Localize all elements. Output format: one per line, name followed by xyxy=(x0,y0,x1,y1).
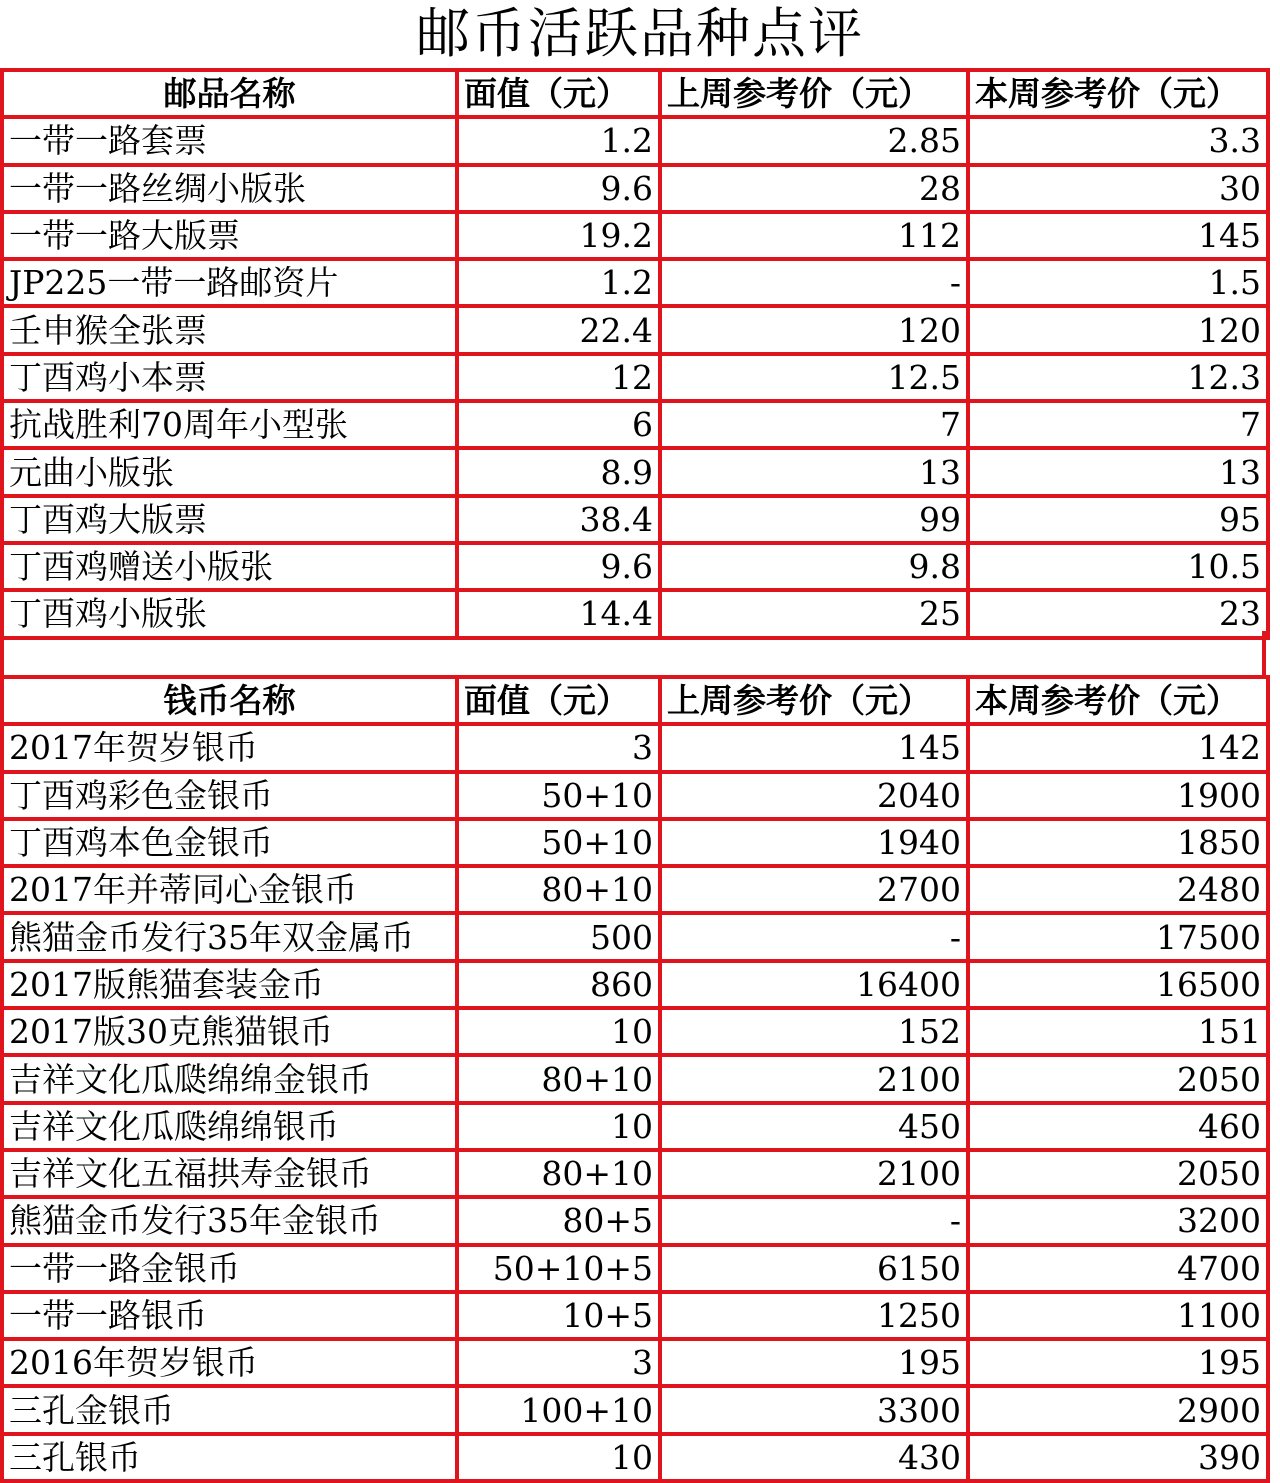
item-name-cell: 元曲小版张 xyxy=(2,448,457,495)
face-value-cell: 500 xyxy=(457,913,660,960)
last-week-price-cell: 25 xyxy=(660,590,968,637)
face-value-cell: 38.4 xyxy=(457,496,660,543)
this-week-price-cell: 7 xyxy=(968,401,1268,448)
this-week-price-cell: 2050 xyxy=(968,1055,1268,1102)
item-name-cell: 一带一路丝绸小版张 xyxy=(2,165,457,212)
this-week-price-cell: 142 xyxy=(968,724,1268,771)
coin-table-row xyxy=(2,961,1268,1008)
last-week-price-cell: 3300 xyxy=(660,1386,968,1433)
stamp-table-row xyxy=(2,259,1268,306)
coin-table-row xyxy=(2,724,1268,771)
coin-table-row xyxy=(2,913,1268,960)
item-name-cell: 吉祥文化瓜瓞绵绵银币 xyxy=(2,1103,457,1150)
item-name-cell: 丁酉鸡本色金银币 xyxy=(2,819,457,866)
coin-table-row xyxy=(2,1055,1268,1102)
coin-table-row xyxy=(2,819,1268,866)
this-week-price-cell: 1900 xyxy=(968,772,1268,819)
item-name-cell: 丁酉鸡大版票 xyxy=(2,496,457,543)
face-value-cell: 80+5 xyxy=(457,1197,660,1244)
last-week-price-cell: 195 xyxy=(660,1339,968,1386)
coin-table-row xyxy=(2,1008,1268,1055)
coin-table-row xyxy=(2,1339,1268,1386)
face-value-cell: 14.4 xyxy=(457,590,660,637)
coin-table-row xyxy=(2,1103,1268,1150)
stamp-table-row xyxy=(2,354,1268,401)
last-week-price-cell: 9.8 xyxy=(660,543,968,590)
stamp-header-cell: 上周参考价（元） xyxy=(660,70,968,117)
face-value-cell: 19.2 xyxy=(457,212,660,259)
face-value-cell: 12 xyxy=(457,354,660,401)
face-value-cell: 80+10 xyxy=(457,1055,660,1102)
face-value-cell: 6 xyxy=(457,401,660,448)
last-week-price-cell: 120 xyxy=(660,306,968,353)
item-name-cell: 熊猫金币发行35年双金属币 xyxy=(2,913,457,960)
this-week-price-cell: 30 xyxy=(968,165,1268,212)
coin-table-row xyxy=(2,1245,1268,1292)
face-value-cell: 3 xyxy=(457,724,660,771)
item-name-cell: 丁酉鸡赠送小版张 xyxy=(2,543,457,590)
coin-table-row xyxy=(2,1292,1268,1339)
last-week-price-cell: 7 xyxy=(660,401,968,448)
this-week-price-cell: 4700 xyxy=(968,1245,1268,1292)
coin-header-cell: 本周参考价（元） xyxy=(968,677,1268,724)
item-name-cell: 丁酉鸡小本票 xyxy=(2,354,457,401)
this-week-price-cell: 16500 xyxy=(968,961,1268,1008)
coin-header-cell: 钱币名称 xyxy=(2,677,457,724)
item-name-cell: 丁酉鸡彩色金银币 xyxy=(2,772,457,819)
item-name-cell: 一带一路金银币 xyxy=(2,1245,457,1292)
last-week-price-cell: 152 xyxy=(660,1008,968,1055)
last-week-price-cell: - xyxy=(660,259,968,306)
last-week-price-cell: 450 xyxy=(660,1103,968,1150)
coin-header-row xyxy=(2,677,1268,724)
last-week-price-cell: 13 xyxy=(660,448,968,495)
this-week-price-cell: 12.3 xyxy=(968,354,1268,401)
stamp-header-cell: 面值（元） xyxy=(457,70,660,117)
face-value-cell: 10 xyxy=(457,1008,660,1055)
this-week-price-cell: 10.5 xyxy=(968,543,1268,590)
item-name-cell: 丁酉鸡小版张 xyxy=(2,590,457,637)
item-name-cell: 吉祥文化五福拱寿金银币 xyxy=(2,1150,457,1197)
this-week-price-cell: 2050 xyxy=(968,1150,1268,1197)
item-name-cell: 熊猫金币发行35年金银币 xyxy=(2,1197,457,1244)
face-value-cell: 8.9 xyxy=(457,448,660,495)
item-name-cell: 2017年并蒂同心金银币 xyxy=(2,866,457,913)
face-value-cell: 100+10 xyxy=(457,1386,660,1433)
face-value-cell: 1.2 xyxy=(457,117,660,164)
this-week-price-cell: 2900 xyxy=(968,1386,1268,1433)
this-week-price-cell: 1850 xyxy=(968,819,1268,866)
last-week-price-cell: 1250 xyxy=(660,1292,968,1339)
this-week-price-cell: 17500 xyxy=(968,913,1268,960)
this-week-price-cell: 390 xyxy=(968,1434,1268,1481)
this-week-price-cell: 120 xyxy=(968,306,1268,353)
item-name-cell: 2017版熊猫套装金币 xyxy=(2,961,457,1008)
last-week-price-cell: 2040 xyxy=(660,772,968,819)
this-week-price-cell: 3.3 xyxy=(968,117,1268,164)
item-name-cell: 2016年贺岁银币 xyxy=(2,1339,457,1386)
this-week-price-cell: 195 xyxy=(968,1339,1268,1386)
last-week-price-cell: 99 xyxy=(660,496,968,543)
item-name-cell: 抗战胜利70周年小型张 xyxy=(2,401,457,448)
this-week-price-cell: 151 xyxy=(968,1008,1268,1055)
stamp-table-row xyxy=(2,496,1268,543)
face-value-cell: 10+5 xyxy=(457,1292,660,1339)
last-week-price-cell: - xyxy=(660,913,968,960)
coin-table-row xyxy=(2,866,1268,913)
this-week-price-cell: 1100 xyxy=(968,1292,1268,1339)
stamp-price-table xyxy=(0,68,1270,640)
last-week-price-cell: 6150 xyxy=(660,1245,968,1292)
stamp-table-row xyxy=(2,401,1268,448)
last-week-price-cell: 2.85 xyxy=(660,117,968,164)
face-value-cell: 80+10 xyxy=(457,1150,660,1197)
face-value-cell: 50+10 xyxy=(457,772,660,819)
last-week-price-cell: 16400 xyxy=(660,961,968,1008)
stamp-header-cell: 本周参考价（元） xyxy=(968,70,1268,117)
stamp-table-row xyxy=(2,448,1268,495)
stamp-table-row xyxy=(2,165,1268,212)
page-title: 邮币活跃品种点评 xyxy=(416,2,864,65)
this-week-price-cell: 145 xyxy=(968,212,1268,259)
coin-table-row xyxy=(2,772,1268,819)
stamp-table-row xyxy=(2,117,1268,164)
stamp-header-cell: 邮品名称 xyxy=(2,70,457,117)
face-value-cell: 1.2 xyxy=(457,259,660,306)
last-week-price-cell: 12.5 xyxy=(660,354,968,401)
stamp-table-row xyxy=(2,212,1268,259)
item-name-cell: 2017年贺岁银币 xyxy=(2,724,457,771)
this-week-price-cell: 3200 xyxy=(968,1197,1268,1244)
item-name-cell: 一带一路大版票 xyxy=(2,212,457,259)
last-week-price-cell: 1940 xyxy=(660,819,968,866)
stamp-table-row xyxy=(2,306,1268,353)
last-week-price-cell: 2100 xyxy=(660,1055,968,1102)
coin-header-cell: 上周参考价（元） xyxy=(660,677,968,724)
this-week-price-cell: 95 xyxy=(968,496,1268,543)
item-name-cell: 三孔银币 xyxy=(2,1434,457,1481)
last-week-price-cell: 430 xyxy=(660,1434,968,1481)
item-name-cell: JP225一带一路邮资片 xyxy=(2,259,457,306)
item-name-cell: 吉祥文化瓜瓞绵绵金银币 xyxy=(2,1055,457,1102)
this-week-price-cell: 23 xyxy=(968,590,1268,637)
this-week-price-cell: 2480 xyxy=(968,866,1268,913)
face-value-cell: 9.6 xyxy=(457,165,660,212)
item-name-cell: 壬申猴全张票 xyxy=(2,306,457,353)
item-name-cell: 一带一路银币 xyxy=(2,1292,457,1339)
face-value-cell: 860 xyxy=(457,961,660,1008)
face-value-cell: 50+10 xyxy=(457,819,660,866)
coin-table-row xyxy=(2,1386,1268,1433)
coin-table-row xyxy=(2,1197,1268,1244)
coin-table-row xyxy=(2,1150,1268,1197)
item-name-cell: 三孔金银币 xyxy=(2,1386,457,1433)
stamp-header-row xyxy=(2,70,1268,117)
coin-price-table xyxy=(0,675,1270,1483)
face-value-cell: 22.4 xyxy=(457,306,660,353)
last-week-price-cell: - xyxy=(660,1197,968,1244)
this-week-price-cell: 460 xyxy=(968,1103,1268,1150)
face-value-cell: 10 xyxy=(457,1434,660,1481)
this-week-price-cell: 13 xyxy=(968,448,1268,495)
item-name-cell: 2017版30克熊猫银币 xyxy=(2,1008,457,1055)
last-week-price-cell: 2700 xyxy=(660,866,968,913)
coin-header-cell: 面值（元） xyxy=(457,677,660,724)
section-spacer xyxy=(0,631,1266,675)
last-week-price-cell: 145 xyxy=(660,724,968,771)
this-week-price-cell: 1.5 xyxy=(968,259,1268,306)
face-value-cell: 80+10 xyxy=(457,866,660,913)
last-week-price-cell: 112 xyxy=(660,212,968,259)
stamp-table-row xyxy=(2,543,1268,590)
coin-table-row xyxy=(2,1434,1268,1481)
last-week-price-cell: 2100 xyxy=(660,1150,968,1197)
face-value-cell: 3 xyxy=(457,1339,660,1386)
face-value-cell: 10 xyxy=(457,1103,660,1150)
face-value-cell: 9.6 xyxy=(457,543,660,590)
item-name-cell: 一带一路套票 xyxy=(2,117,457,164)
face-value-cell: 50+10+5 xyxy=(457,1245,660,1292)
last-week-price-cell: 28 xyxy=(660,165,968,212)
